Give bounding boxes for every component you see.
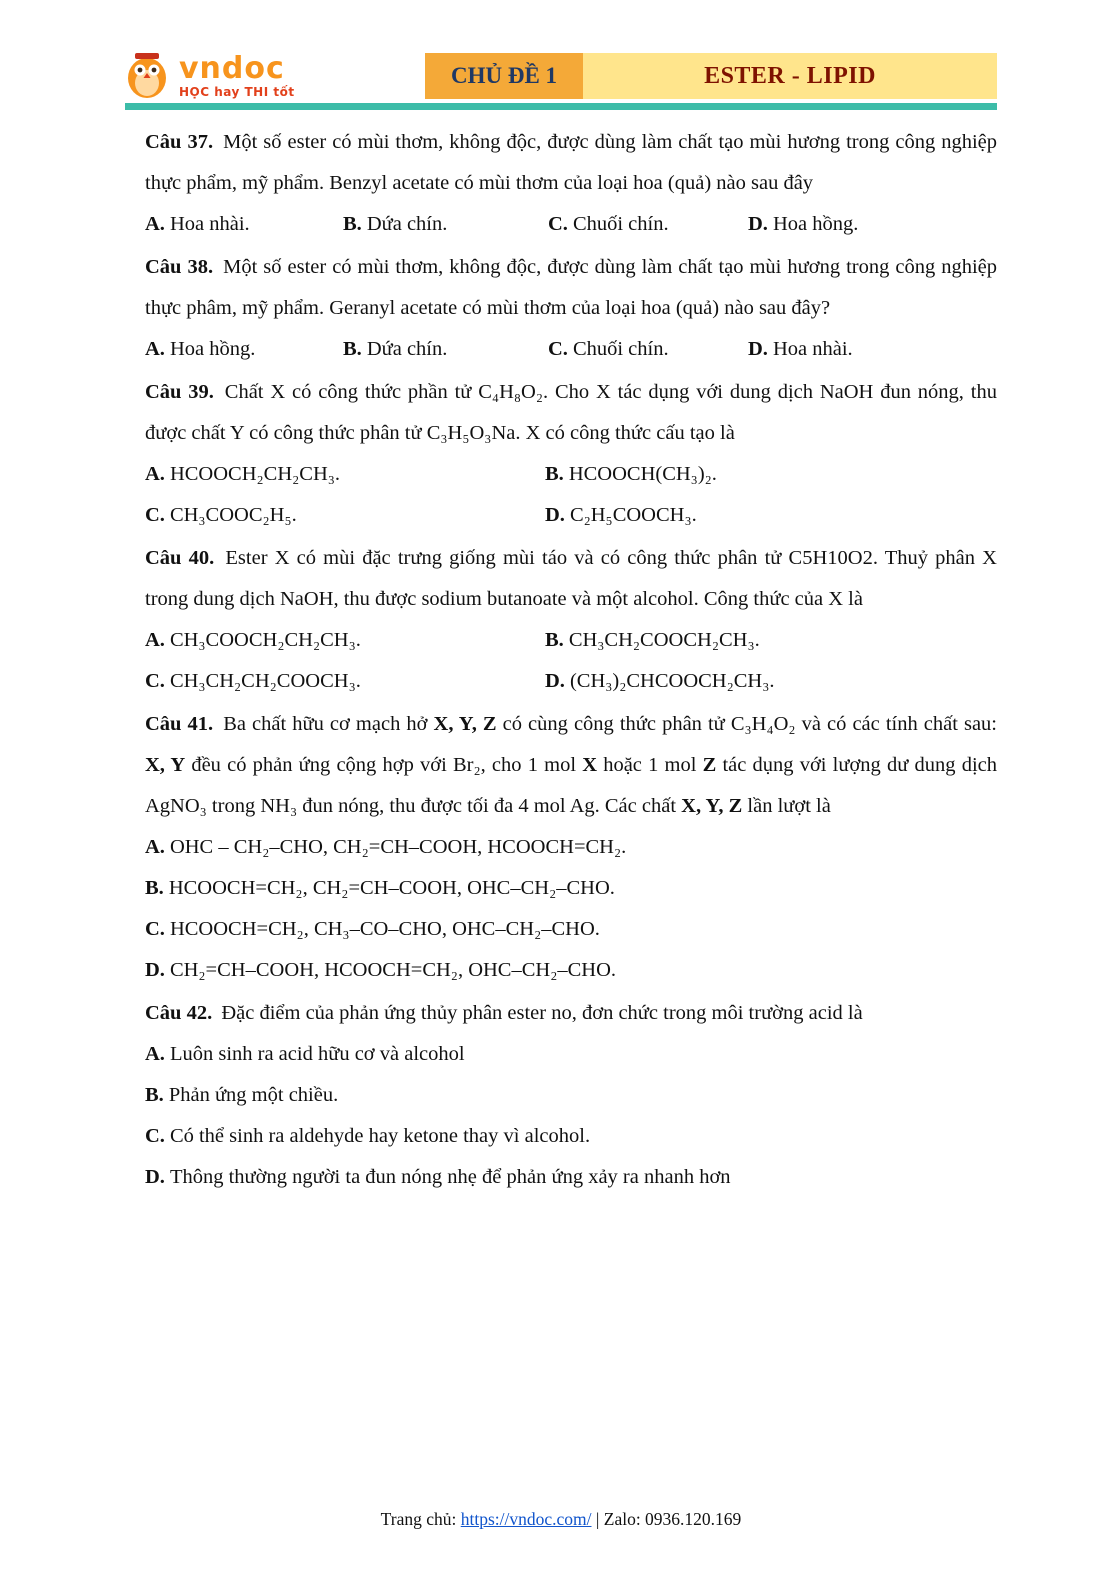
vndoc-logo	[125, 52, 425, 100]
question-body: Ester X có mùi đặc trưng giống mùi táo và có công thức phân tử C5H10O2. Thuỷ phân X trong dung dịch NaOH, thu được sodium butanoate và một alcohol. Công thức của X là	[145, 547, 997, 610]
option-text: Thông thường người ta đun nóng nhẹ để phản ứng xảy ra nhanh hơn	[169, 1166, 731, 1188]
page-footer	[125, 1509, 997, 1580]
option-letter: B.	[545, 629, 564, 651]
answer-option	[145, 950, 997, 991]
answer-option	[545, 620, 997, 661]
options-group	[145, 329, 997, 370]
option-letter: C.	[145, 504, 165, 526]
answer-option	[145, 1034, 997, 1075]
question-paragraph	[145, 122, 997, 204]
question-label: Câu 41.	[145, 713, 220, 735]
vndoc-brand: vndoc	[179, 50, 285, 86]
answer-option	[545, 661, 997, 702]
options-group	[145, 454, 997, 536]
question-paragraph	[145, 538, 997, 620]
topic-label: CHỦ ĐỀ 1	[425, 53, 583, 99]
option-letter: C.	[145, 1125, 165, 1147]
answer-option	[545, 454, 997, 495]
option-letter: B.	[545, 463, 564, 485]
answer-option	[548, 329, 748, 370]
question-body: Một số ester có mùi thơm, không độc, được dùng làm chất tạo mùi hương trong công nghiệp thực phẩm, mỹ phẩm. Benzyl acetate có mùi thơm của loại hoa (quả) nào sau đây	[145, 131, 997, 194]
option-letter: A.	[145, 213, 165, 235]
options-group	[145, 1034, 997, 1198]
answer-option	[145, 329, 343, 370]
option-text: Hoa hồng.	[169, 338, 256, 360]
options-group	[145, 204, 997, 245]
answer-option	[145, 454, 545, 495]
answer-option	[145, 495, 545, 536]
option-text: Hoa hồng.	[772, 213, 859, 235]
question-paragraph	[145, 372, 997, 454]
option-letter: D.	[145, 1166, 165, 1188]
question-paragraph	[145, 704, 997, 827]
option-text: HCOOCH=CH₂, CH₂=CH–COOH, OHC–CH₂–CHO.	[168, 877, 615, 899]
answer-option	[145, 620, 545, 661]
option-letter: A.	[145, 1043, 165, 1065]
answer-option	[748, 204, 997, 245]
question	[145, 122, 997, 245]
answer-option	[145, 1116, 997, 1157]
answer-option	[145, 661, 545, 702]
option-text: (CH₃)₂CHCOOCH₂CH₃.	[569, 670, 775, 692]
option-text: Chuối chín.	[572, 338, 669, 360]
header-banner	[425, 53, 997, 99]
question	[145, 704, 997, 991]
question-body: Một số ester có mùi thơm, không độc, được dùng làm chất tạo mùi hương trong công nghiệp thực phâm, mỹ phẩm. Geranyl acetate có mùi thơm của loại hoa (quả) nào sau đây?	[145, 256, 997, 319]
option-letter: B.	[145, 1084, 164, 1106]
question	[145, 538, 997, 702]
option-letter: A.	[145, 463, 165, 485]
answer-option	[145, 1075, 997, 1116]
answer-option	[545, 495, 997, 536]
option-text: Hoa nhài.	[772, 338, 853, 360]
option-letter: D.	[748, 338, 768, 360]
option-letter: A.	[145, 836, 165, 858]
option-text: C₂H₅COOCH₃.	[569, 504, 697, 526]
option-letter: C.	[548, 338, 568, 360]
question	[145, 372, 997, 536]
option-text: HCOOCH=CH₂, CH₃–CO–CHO, OHC–CH₂–CHO.	[169, 918, 600, 940]
question	[145, 993, 997, 1198]
option-text: OHC – CH₂–CHO, CH₂=CH–COOH, HCOOCH=CH₂.	[169, 836, 627, 858]
footer-zalo-text: | Zalo: 0936.120.169	[591, 1509, 742, 1529]
option-letter: D.	[145, 959, 165, 981]
question-body: Ba chất hữu cơ mạch hở X, Y, Z có cùng công thức phân tử C₃H₄O₂ và có các tính chất sau: X, Y đều có phản ứng cộng hợp với Br₂, cho 1 mol X hoặc 1 mol Z tác dụng với lượng dư dung dịch AgNO₃ trong NH₃ đun nóng, thu được tối đa 4 mol Ag. Các chất X, Y, Z lần lượt là	[145, 713, 997, 817]
answer-option	[145, 909, 997, 950]
answer-option	[145, 868, 997, 909]
option-letter: A.	[145, 338, 165, 360]
question-label: Câu 38.	[145, 256, 220, 278]
option-letter: B.	[343, 338, 362, 360]
footer-homepage-link[interactable]: https://vndoc.com/	[460, 1509, 592, 1529]
option-letter: C.	[145, 918, 165, 940]
option-letter: C.	[548, 213, 568, 235]
vndoc-tagline: HỌC hay THI tốt	[179, 85, 295, 100]
option-text: Dứa chín.	[366, 213, 448, 235]
option-text: CH₃COOC₂H₅.	[169, 504, 297, 526]
option-text: HCOOCH₂CH₂CH₃.	[169, 463, 341, 485]
option-text: CH₂=CH–COOH, HCOOCH=CH₂, OHC–CH₂–CHO.	[169, 959, 617, 981]
option-letter: B.	[145, 877, 164, 899]
option-letter: D.	[545, 670, 565, 692]
answer-option	[548, 204, 748, 245]
question-body: Chất X có công thức phần tử C₄H₈O₂. Cho X tác dụng với dung dịch NaOH đun nóng, thu được chất Y có công thức phân tử C₃H₅O₃Na. X có công thức cấu tạo là	[145, 381, 997, 444]
option-text: CH₃CH₂COOCH₂CH₃.	[568, 629, 760, 651]
option-text: Chuối chín.	[572, 213, 669, 235]
logo-text	[179, 50, 295, 100]
option-text: CH₃COOCH₂CH₂CH₃.	[169, 629, 361, 651]
option-text: Phản ứng một chiều.	[168, 1084, 339, 1106]
question-paragraph	[145, 993, 997, 1034]
option-letter: D.	[545, 504, 565, 526]
footer-homepage-label: Trang chủ:	[380, 1509, 461, 1529]
page-title: ESTER - LIPID	[583, 53, 997, 99]
option-letter: C.	[145, 670, 165, 692]
option-text: Hoa nhài.	[169, 213, 250, 235]
question-paragraph	[145, 247, 997, 329]
answer-option	[343, 204, 548, 245]
question-body: Đặc điểm của phản ứng thủy phân ester no, đơn chức trong môi trường acid là	[221, 1002, 863, 1024]
option-letter: A.	[145, 629, 165, 651]
question-label: Câu 39.	[145, 381, 221, 403]
option-text: CH₃CH₂CH₂COOCH₃.	[169, 670, 361, 692]
option-letter: B.	[343, 213, 362, 235]
option-text: Luôn sinh ra acid hữu cơ và alcohol	[169, 1043, 465, 1065]
option-text: Có thể sinh ra aldehyde hay ketone thay vì alcohol.	[169, 1125, 591, 1147]
question	[145, 247, 997, 370]
answer-option	[748, 329, 997, 370]
options-group	[145, 827, 997, 991]
option-text: Dứa chín.	[366, 338, 448, 360]
page-header	[125, 52, 997, 100]
option-letter: D.	[748, 213, 768, 235]
question-label: Câu 40.	[145, 547, 222, 569]
answer-option	[145, 204, 343, 245]
answer-option	[343, 329, 548, 370]
questions-list	[125, 110, 997, 1200]
option-text: HCOOCH(CH₃)₂.	[568, 463, 717, 485]
answer-option	[145, 1157, 997, 1198]
options-group	[145, 620, 997, 702]
header-divider	[125, 103, 997, 110]
question-label: Câu 37.	[145, 131, 220, 153]
owl-mascot-icon	[125, 52, 169, 100]
answer-option	[145, 827, 997, 868]
question-label: Câu 42.	[145, 1002, 218, 1024]
